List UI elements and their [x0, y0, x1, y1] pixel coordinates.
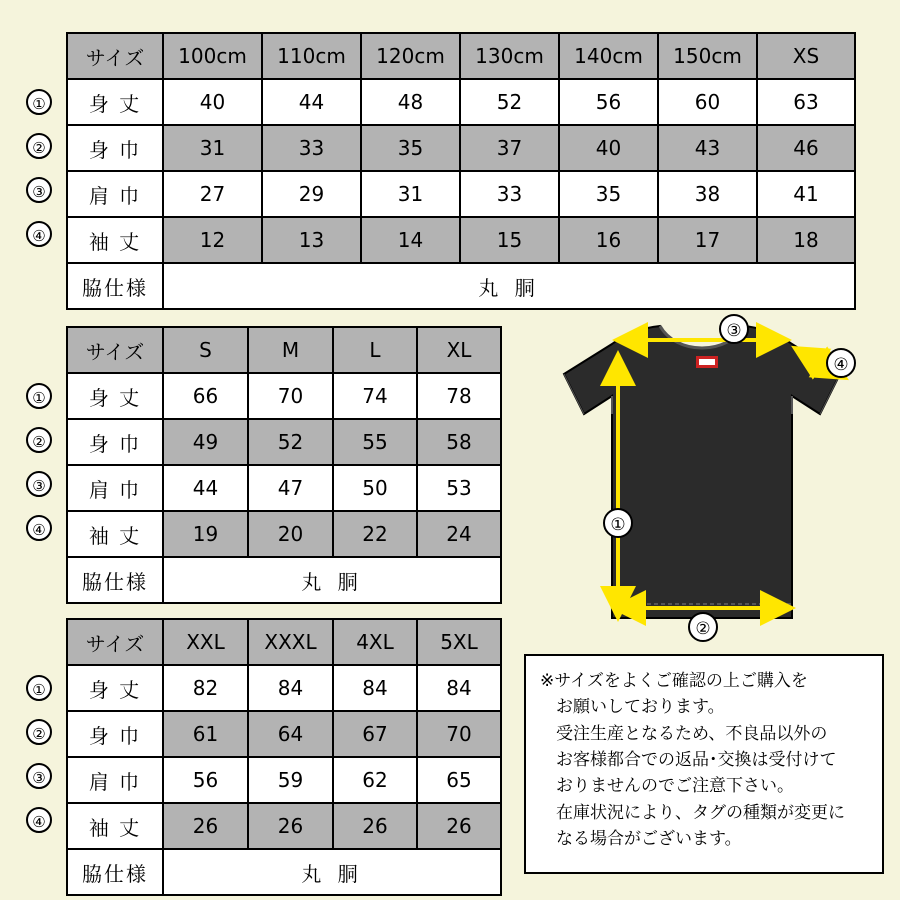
- row-label: 肩 巾: [67, 465, 163, 511]
- table-row: [67, 373, 501, 419]
- cell: 40: [559, 125, 658, 171]
- cell: 74: [333, 373, 417, 419]
- cell: 49: [163, 419, 248, 465]
- header-cell: 5XL: [417, 619, 501, 665]
- note-line: ※サイズをよくご確認の上ご購入を: [540, 671, 808, 691]
- header-cell: L: [333, 327, 417, 373]
- cell: 33: [262, 125, 361, 171]
- cell: 65: [417, 757, 501, 803]
- cell: 64: [248, 711, 333, 757]
- cell: 84: [417, 665, 501, 711]
- cell: 26: [417, 803, 501, 849]
- footer-label: 脇仕様: [67, 557, 163, 603]
- row-marker-2: ②: [26, 719, 52, 745]
- cell: 52: [248, 419, 333, 465]
- row-marker-1: ①: [26, 89, 52, 115]
- header-cell: 4XL: [333, 619, 417, 665]
- note-line: 在庫状況により、タグの種類が変更に: [556, 802, 845, 823]
- row-marker-3: ③: [26, 177, 52, 203]
- note-line: お客様都合での返品･交換は受付けて: [556, 750, 837, 771]
- row-label: 身 丈: [67, 373, 163, 419]
- cell: 31: [163, 125, 262, 171]
- row-marker-4: ④: [26, 807, 52, 833]
- cell: 70: [417, 711, 501, 757]
- row-label: 袖 丈: [67, 803, 163, 849]
- cell: 40: [163, 79, 262, 125]
- row-marker-4: ④: [26, 221, 52, 247]
- cell: 35: [559, 171, 658, 217]
- header-cell: 140cm: [559, 33, 658, 79]
- marker-body-width: ②: [688, 612, 718, 642]
- header-cell: 100cm: [163, 33, 262, 79]
- cell: 56: [559, 79, 658, 125]
- row-label: 袖 丈: [67, 217, 163, 263]
- cell: 37: [460, 125, 559, 171]
- cell: 15: [460, 217, 559, 263]
- footer-value: 丸 胴: [163, 263, 855, 309]
- row-label: 身 丈: [67, 665, 163, 711]
- header-cell: 110cm: [262, 33, 361, 79]
- cell: 78: [417, 373, 501, 419]
- table-footer-row: [67, 849, 501, 895]
- cell: 19: [163, 511, 248, 557]
- header-cell: XXL: [163, 619, 248, 665]
- table-row: [67, 79, 855, 125]
- cell: 50: [333, 465, 417, 511]
- row-label: 身 巾: [67, 711, 163, 757]
- footer-value: 丸 胴: [163, 557, 501, 603]
- kids-size-table: [66, 32, 856, 310]
- table-row: [67, 665, 501, 711]
- header-cell: M: [248, 327, 333, 373]
- cell: 62: [333, 757, 417, 803]
- cell: 67: [333, 711, 417, 757]
- big-size-table: [66, 618, 502, 896]
- cell: 20: [248, 511, 333, 557]
- table-row: [67, 419, 501, 465]
- cell: 24: [417, 511, 501, 557]
- table-row: [67, 511, 501, 557]
- table-row: [67, 465, 501, 511]
- table-footer-row: [67, 557, 501, 603]
- cell: 13: [262, 217, 361, 263]
- table-row: [67, 171, 855, 217]
- header-cell: 150cm: [658, 33, 757, 79]
- kids-size-table-wrapper: [32, 32, 856, 310]
- row-label: 身 丈: [67, 79, 163, 125]
- cell: 58: [417, 419, 501, 465]
- cell: 46: [757, 125, 855, 171]
- marker-body-length: ①: [603, 508, 633, 538]
- row-marker-3: ③: [26, 763, 52, 789]
- cell: 29: [262, 171, 361, 217]
- marker-sleeve-length: ④: [826, 348, 856, 378]
- row-label: 肩 巾: [67, 171, 163, 217]
- row-marker-2: ②: [26, 133, 52, 159]
- cell: 66: [163, 373, 248, 419]
- cell: 26: [163, 803, 248, 849]
- table-header-row: [67, 619, 501, 665]
- header-cell: XS: [757, 33, 855, 79]
- note-line: おりませんのでご注意下さい。: [556, 776, 794, 797]
- cell: 61: [163, 711, 248, 757]
- table-row: [67, 711, 501, 757]
- tshirt-shape: [564, 326, 840, 618]
- header-cell: サイズ: [67, 33, 163, 79]
- header-cell: XXXL: [248, 619, 333, 665]
- header-cell: S: [163, 327, 248, 373]
- cell: 44: [262, 79, 361, 125]
- header-cell: サイズ: [67, 619, 163, 665]
- cell: 18: [757, 217, 855, 263]
- row-marker-1: ①: [26, 675, 52, 701]
- cell: 43: [658, 125, 757, 171]
- cell: 44: [163, 465, 248, 511]
- row-marker-2: ②: [26, 427, 52, 453]
- footer-label: 脇仕様: [67, 263, 163, 309]
- tshirt-measurement-diagram: [520, 318, 892, 648]
- cell: 47: [248, 465, 333, 511]
- cell: 35: [361, 125, 460, 171]
- cell: 26: [333, 803, 417, 849]
- big-size-table-wrapper: [32, 618, 502, 896]
- cell: 12: [163, 217, 262, 263]
- cell: 16: [559, 217, 658, 263]
- cell: 31: [361, 171, 460, 217]
- table-row: [67, 217, 855, 263]
- row-marker-4: ④: [26, 515, 52, 541]
- cell: 63: [757, 79, 855, 125]
- cell: 59: [248, 757, 333, 803]
- cell: 17: [658, 217, 757, 263]
- cell: 14: [361, 217, 460, 263]
- table-row: [67, 757, 501, 803]
- cell: 33: [460, 171, 559, 217]
- note-line: お願いしております。: [556, 697, 725, 718]
- cell: 48: [361, 79, 460, 125]
- row-label: 身 巾: [67, 419, 163, 465]
- table-footer-row: [67, 263, 855, 309]
- table-header-row: [67, 33, 855, 79]
- row-label: 身 巾: [67, 125, 163, 171]
- row-marker-3: ③: [26, 471, 52, 497]
- cell: 22: [333, 511, 417, 557]
- footer-label: 脇仕様: [67, 849, 163, 895]
- adult-size-table-wrapper: [32, 326, 502, 604]
- note-line: なる場合がございます。: [556, 829, 742, 850]
- table-header-row: [67, 327, 501, 373]
- footer-value: 丸 胴: [163, 849, 501, 895]
- header-cell: 130cm: [460, 33, 559, 79]
- row-marker-1: ①: [26, 383, 52, 409]
- cell: 27: [163, 171, 262, 217]
- cell: 84: [333, 665, 417, 711]
- row-label: 袖 丈: [67, 511, 163, 557]
- marker-shoulder-width: ③: [719, 314, 749, 344]
- table-row: [67, 803, 501, 849]
- purchase-note-box: [524, 654, 884, 874]
- cell: 55: [333, 419, 417, 465]
- cell: 41: [757, 171, 855, 217]
- cell: 82: [163, 665, 248, 711]
- header-cell: サイズ: [67, 327, 163, 373]
- header-cell: XL: [417, 327, 501, 373]
- row-label: 肩 巾: [67, 757, 163, 803]
- header-cell: 120cm: [361, 33, 460, 79]
- cell: 56: [163, 757, 248, 803]
- cell: 60: [658, 79, 757, 125]
- table-row: [67, 125, 855, 171]
- cell: 70: [248, 373, 333, 419]
- cell: 53: [417, 465, 501, 511]
- note-line: 受注生産となるため、不良品以外の: [556, 723, 828, 744]
- cell: 84: [248, 665, 333, 711]
- cell: 38: [658, 171, 757, 217]
- cell: 52: [460, 79, 559, 125]
- adult-size-table: [66, 326, 502, 604]
- cell: 26: [248, 803, 333, 849]
